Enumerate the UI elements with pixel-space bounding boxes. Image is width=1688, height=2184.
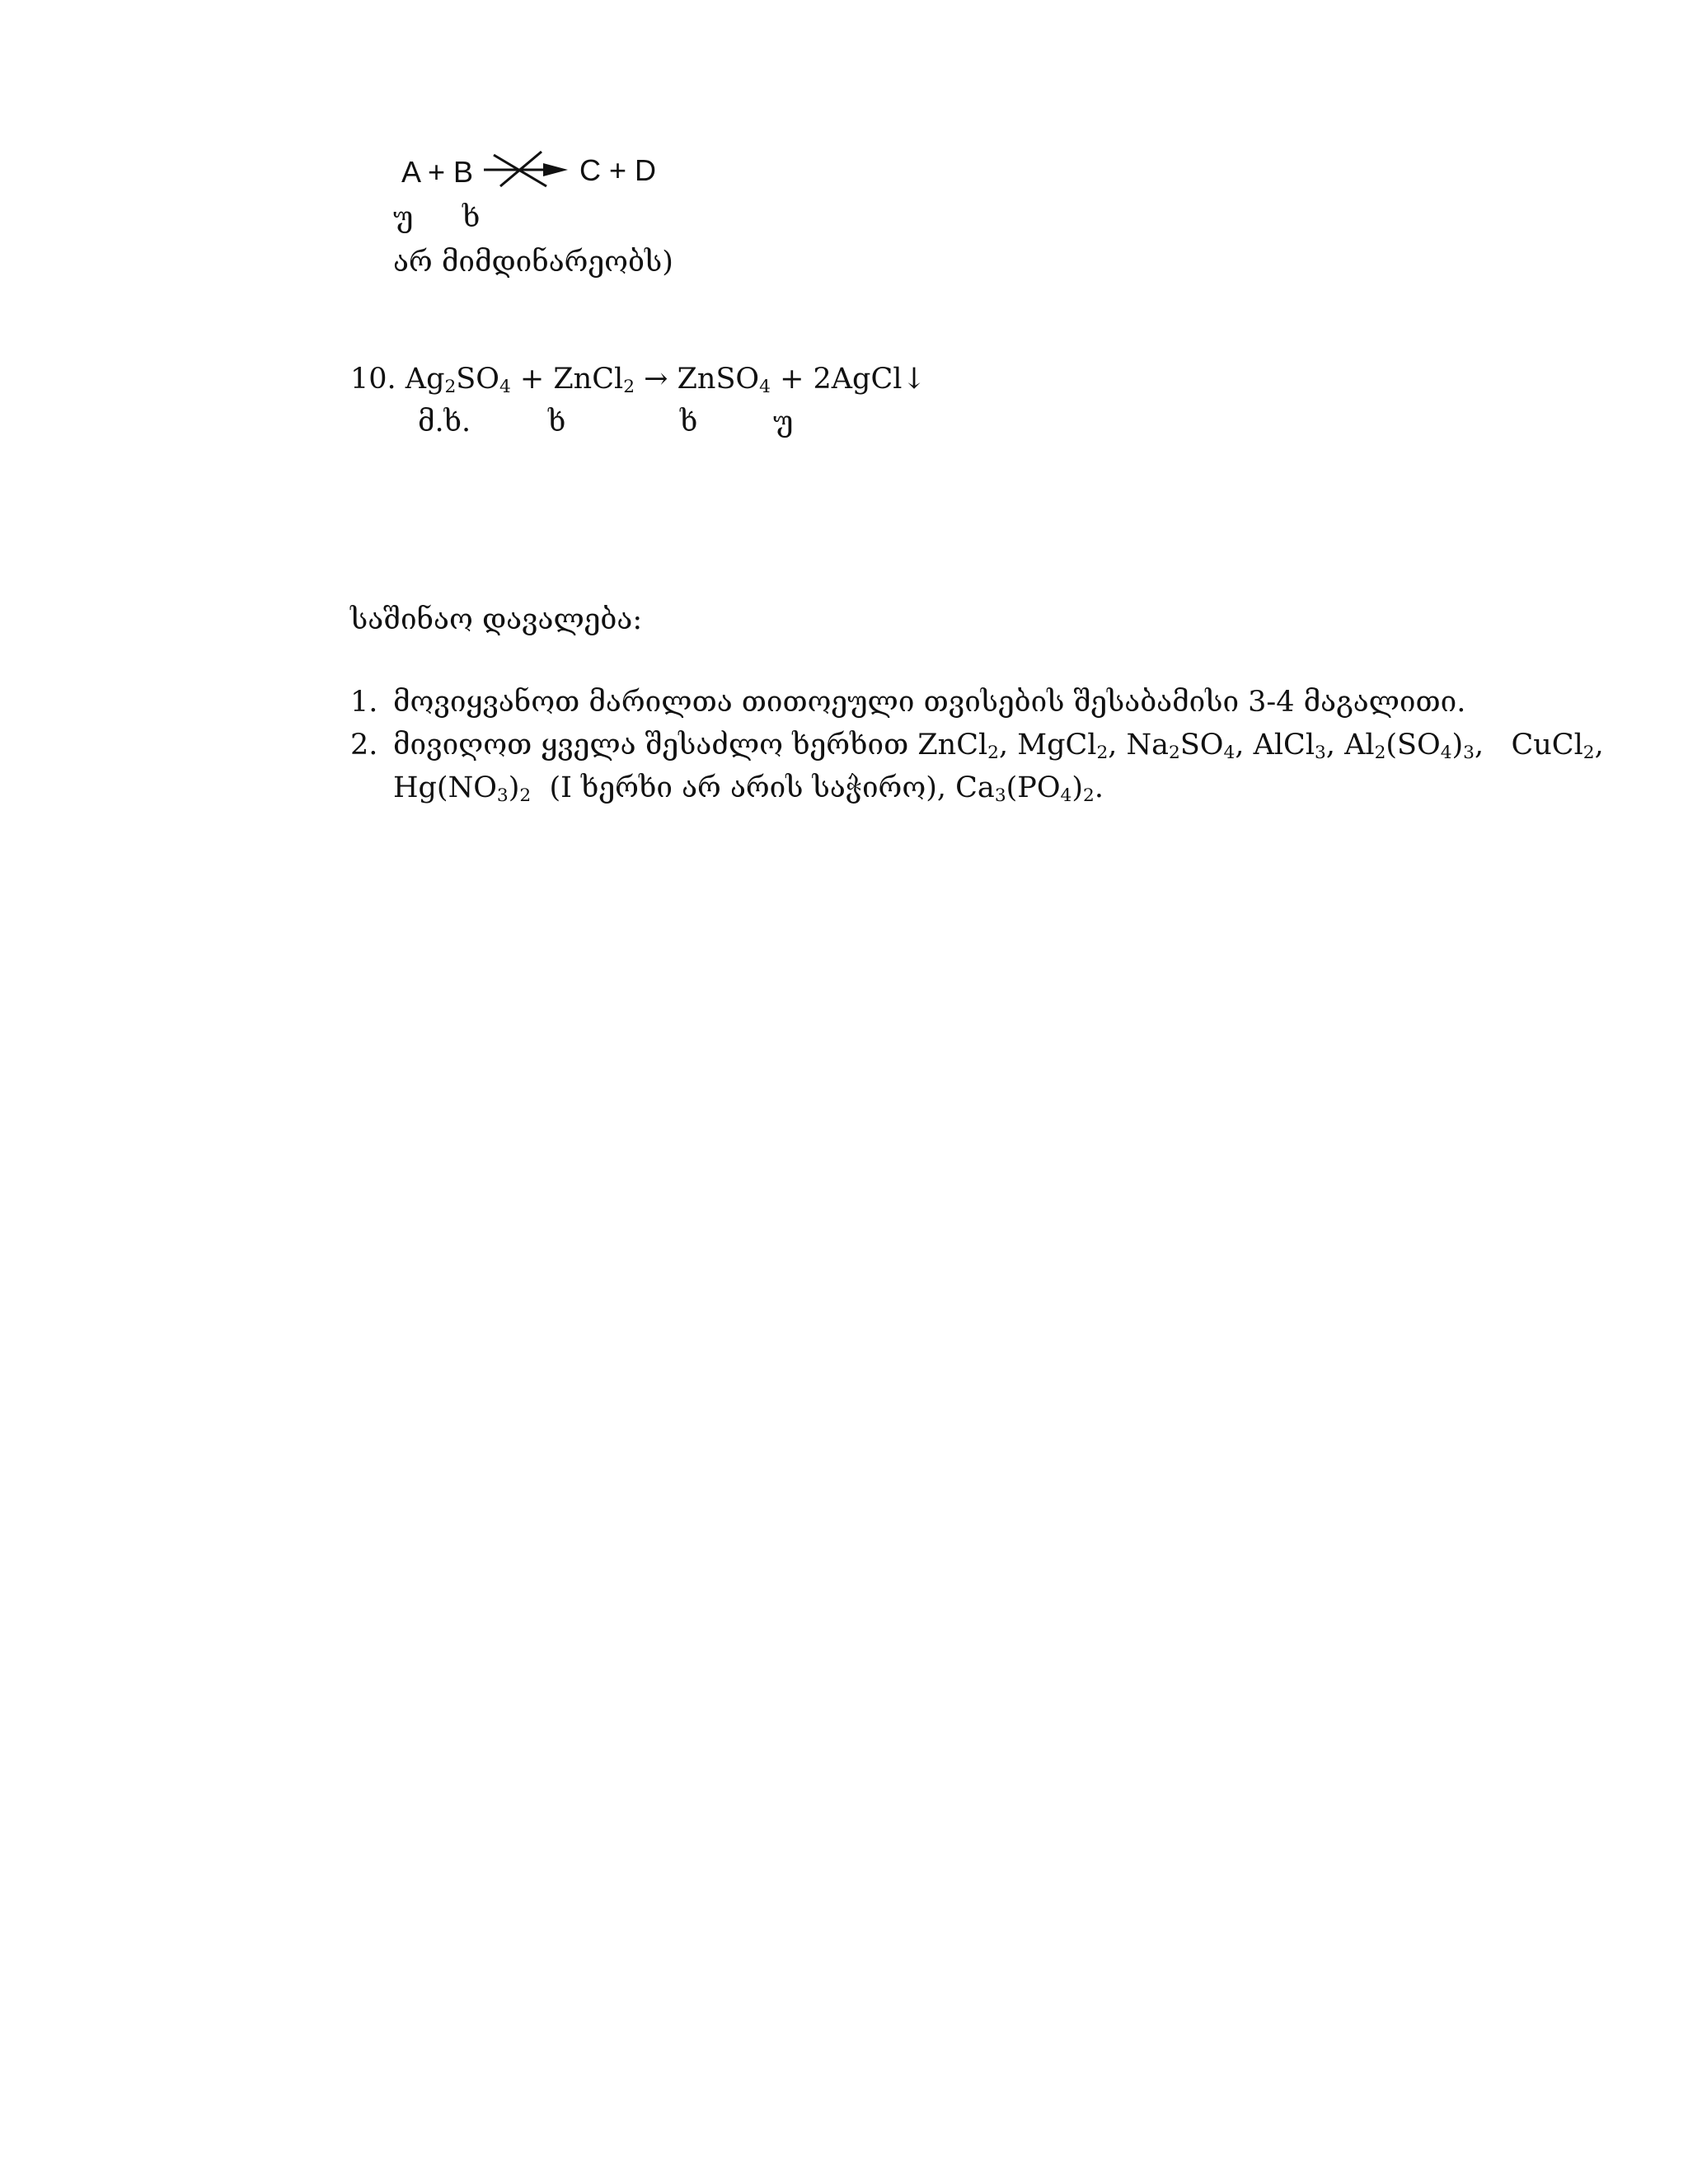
solubility-label: ხ [548,405,566,438]
list-item-number: 2. [350,729,378,762]
homework-title: საშინაო დავალება: [350,603,643,636]
equation-10: 10. $Ag_2SO_4$ + ZnCl$_2$ → ZnSO$_4$ + 2AgCl↓ [350,363,926,397]
reactant-mark-1: უ [393,201,414,234]
equation-number: 10. [350,363,396,396]
reactant-mark-2: ხ [462,201,481,234]
list-item-continuation: $Hg(NO_3)_2$ (I ხერხი არ არის საჭირო), $Ca_3(PO_4)_2$. [393,771,1104,806]
list-item-suffix: (I ხერხი არ არის საჭირო), [549,771,947,804]
list-item-text: მივიღოთ ყველა შესაძლო ხერხით ZnCl$_2$, MgCl$_2$, $Na_2SO_4$, AlCl$_3$, $Al_2(SO_4)_3$, CuCl$_2$, [393,729,1604,763]
solubility-label: ხ [680,405,698,438]
solubility-label: მ.ხ. [418,405,471,438]
list-item-number: 1. [350,686,378,719]
equation-lhs: A + B [401,155,474,189]
equation-rhs: C + D [579,153,657,187]
crossed-arrow-icon [482,148,573,191]
list-item-prefix: მივიღოთ ყველა შესაძლო ხერხით [393,729,909,762]
solubility-label: უ [773,405,794,438]
list-item-text: მოვიყვანოთ მარილთა თითოეული თვისების შესაბამისი 3-4 მაგალითი. [393,686,1466,719]
reaction-note: არ მიმდინარეობს) [393,246,673,279]
